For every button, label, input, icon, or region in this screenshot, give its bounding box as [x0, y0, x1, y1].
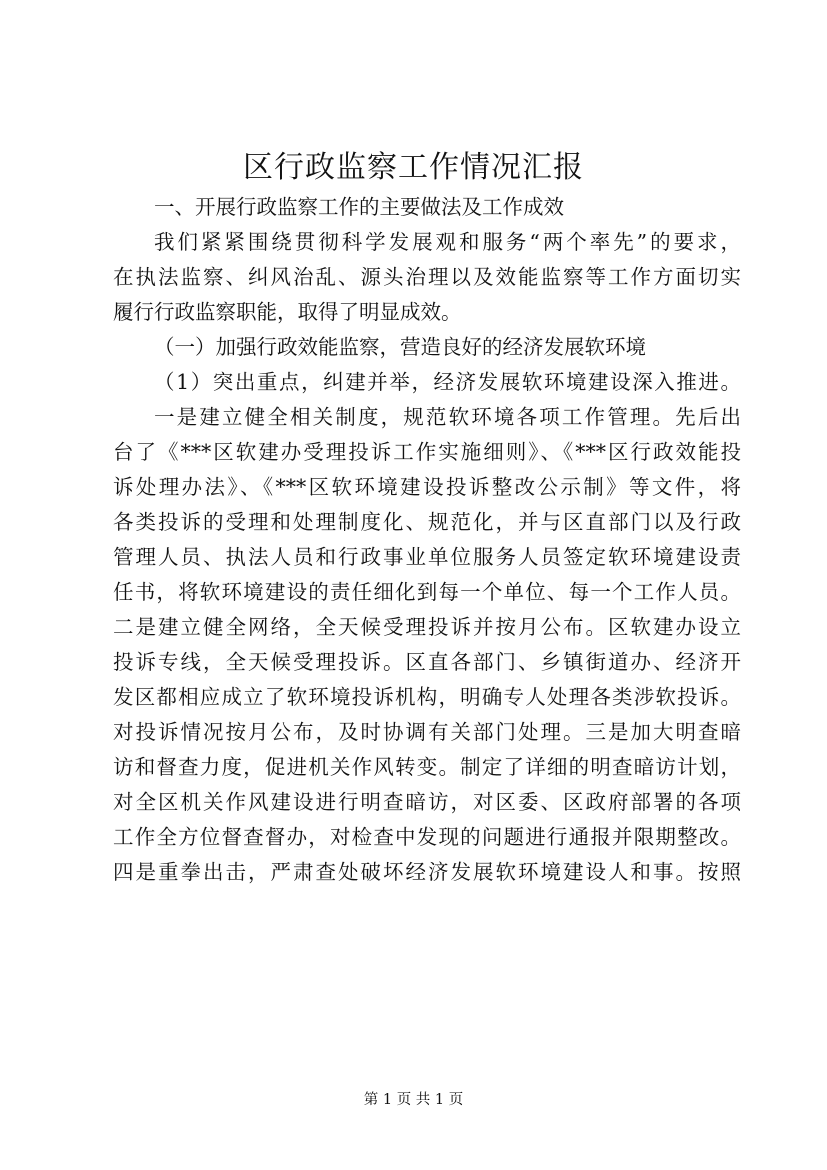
paragraph-line: 我们紧紧围绕贯彻科学发展观和服务“两个率先”的要求， — [154, 230, 741, 254]
document-body — [113, 190, 741, 890]
paragraph-line: 台了《***区软建办受理投诉工作实施细则》、《***区行政效能投 — [113, 440, 741, 464]
paragraph-line: 投诉专线，全天候受理投诉。区直各部门、乡镇街道办、经济开 — [113, 650, 741, 674]
section-heading: 一、开展行政监察工作的主要做法及工作成效 — [154, 195, 564, 219]
document-title: 区行政监察工作情况汇报 — [243, 150, 584, 185]
paragraph-line: 履行行政监察职能，取得了明显成效。 — [113, 300, 462, 324]
paragraph-line: 在执法监察、纠风治乱、源头治理以及效能监察等工作方面切实 — [113, 265, 741, 289]
paragraph-line: 访和督查力度，促进机关作风转变。制定了详细的明查暗访计划， — [113, 755, 741, 779]
paragraph-line: 诉处理办法》、《***区软环境建设投诉整改公示制》等文件，将 — [113, 475, 741, 499]
paragraph-line: 工作全方位督查督办，对检查中发现的问题进行通报并限期整改。 — [113, 825, 741, 849]
paragraph-line: 四是重拳出击，严肃查处破坏经济发展软环境建设人和事。按照 — [113, 860, 741, 884]
paragraph-line: 对投诉情况按月公布，及时协调有关部门处理。三是加大明查暗 — [113, 720, 741, 744]
paragraph-line: 各类投诉的受理和处理制度化、规范化，并与区直部门以及行政 — [113, 510, 741, 534]
paragraph-line: 管理人员、执法人员和行政事业单位服务人员签定软环境建设责 — [113, 545, 741, 569]
paragraph-line: 一是建立健全相关制度，规范软环境各项工作管理。先后出 — [154, 405, 741, 429]
subsection-heading: （1）突出重点，纠建并举，经济发展软环境建设深入推进。 — [154, 370, 741, 394]
paragraph-line: 二是建立健全网络，全天候受理投诉并按月公布。区软建办设立 — [113, 615, 741, 639]
paragraph-line: 对全区机关作风建设进行明查暗访，对区委、区政府部署的各项 — [113, 790, 741, 814]
page-number: 第 1 页 共 1 页 — [363, 1092, 464, 1108]
paragraph-line: 发区都相应成立了软环境投诉机构，明确专人处理各类涉软投诉。 — [113, 685, 741, 709]
subsection-heading: （一）加强行政效能监察，营造良好的经济发展软环境 — [154, 335, 646, 359]
paragraph-line: 任书，将软环境建设的责任细化到每一个单位、每一个工作人员。 — [113, 580, 741, 604]
